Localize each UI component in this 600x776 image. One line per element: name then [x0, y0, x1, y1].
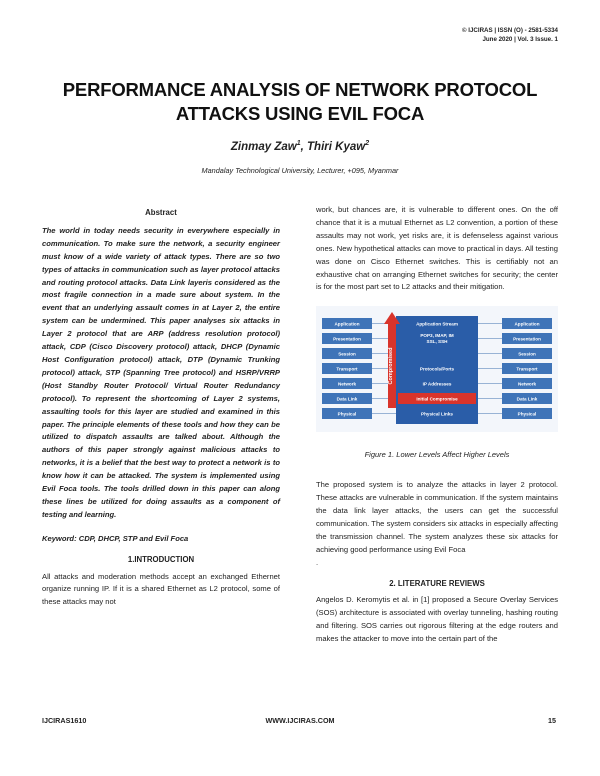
journal-header [462, 26, 558, 44]
middle-label: Application Stream [416, 321, 458, 327]
proposed-system-text: The proposed system is to analyze the attacks in layer 2 protocol. These attacks are vulnerable in communication. If the system maintains the data link layer attacks, the users can get the successful communication. The system considers six attacks in especially affecting the transmission channel. The system analyzes these six attacks for achieving good performance using Evil Foca [316, 480, 558, 554]
compromised-label: Compromised [388, 347, 394, 385]
left-column [42, 204, 280, 609]
right-layer-label: Network [517, 381, 537, 387]
middle-label: Protocols/Ports [419, 366, 455, 372]
keywords: Keyword: CDP, DHCP, STP and Evil Foca [42, 533, 189, 543]
literature-heading: 2. LITERATURE REVIEWS [389, 578, 485, 588]
left-layer-label: Presentation [333, 336, 361, 342]
right-layer-label: Session [518, 351, 536, 357]
footer-website: WWW.IJCIRAS.COM [265, 716, 335, 725]
left-layer-stack [322, 318, 372, 419]
right-layer-label: Transport [516, 366, 538, 372]
left-layer-label: Application [334, 321, 360, 327]
right-layer-stack [502, 318, 552, 419]
author-2: Thiri Kyaw [307, 140, 366, 153]
right-layer-label: Data Link [516, 396, 538, 402]
abstract-heading: Abstract [145, 208, 177, 217]
osi-layers-figure [316, 306, 558, 432]
left-layer-label: Session [338, 351, 356, 357]
right-layer-label: Physical [517, 411, 537, 417]
middle-label: IP Addresses [422, 381, 452, 387]
right-layer-label: Application [514, 321, 540, 327]
intro-continued-text: work, but chances are, it is vulnerable to different ones. On the off chance that it is a mutual Ethernet as L2 convention, a portion of these assaults may not work, yet risks are, it is defenseless against various ones. New hypothetical attacks can move to practical in days. All testing was done on Cisco Ethernet switches. This is certifiably not an exhaustive chat on arranging Ethernet switches for security; the center is for the most part set to L2 attacks and their mitigation. [316, 205, 558, 292]
right-column [316, 204, 558, 646]
footer-paper-id: IJCIRAS1610 [42, 716, 87, 725]
introduction-heading: 1.INTRODUCTION [127, 554, 195, 564]
journal-issn: © IJCIRAS | ISSN (O) - 2581-5334 [461, 27, 558, 34]
middle-label: Physical Links [421, 411, 453, 417]
right-layer-label: Presentation [513, 336, 541, 342]
left-layer-label: Transport [336, 366, 358, 372]
figure-caption: Figure 1. Lower Levels Affect Higher Levels [364, 450, 510, 460]
left-layer-label: Data Link [336, 396, 358, 402]
paper-title: PERFORMANCE ANALYSIS OF NETWORK PROTOCOL ATTACKS USING EVIL FOCA [62, 79, 538, 124]
middle-label: POP3, IMAP, IM SSL, SSH [420, 333, 454, 345]
author-1: Zinmay Zaw [230, 140, 297, 153]
middle-label: Initial Compromise [416, 396, 458, 402]
literature-text: Angelos D. Keromytis et al. in [1] proposed a Secure Overlay Services (SOS) architecture is associated with overlay tunneling, hashing routing and filtering. SOS carries out rigorous filtering at the edge routers and makes the attacker to move into the certain part of the [316, 595, 558, 644]
stray-period: . [316, 557, 319, 567]
journal-issue: June 2020 | Vol. 3 Issue. 1 [482, 36, 558, 43]
affiliation: Mandalay Technological University, Lecturer, +095, Myanmar [201, 166, 399, 175]
footer-page-number: 15 [548, 716, 556, 725]
author-1-affil: 1 [296, 140, 301, 147]
introduction-text: All attacks and moderation methods accept an exchanged Ethernet organize running IP. If it is a shared Ethernet as L2 protocol, some of these attacks may not [42, 571, 280, 607]
left-layer-label: Network [337, 381, 357, 387]
author-2-affil: 2 [365, 140, 370, 147]
authors [0, 140, 600, 153]
left-layer-label: Physical [337, 411, 357, 417]
author-separator: , [300, 140, 308, 153]
abstract-text: The world in today needs security in everywhere especially in communication. To make sure the network, a security engineer must know of a wide variety of attack types. There are so two types of attacks in communication such as layer protocol attacks and routing protocol attacks. Data Link layeris considered as the most fragile connection in a made sure about system. In the event that an underlying assault comes in at Layer 2, the entire system can be undermined. This paper analyses six attacks in Layer 2 protocol that are ARP (address resolution protocol) attack, CDP (Cisco Discovery protocol) attack, DHCP (Dynamic Host Configuration protocol) attack, DTP (Dynamic Trunking protocol) attack, STP (Spanning Tree protocol) and HSRP/VRRP (Host Standby Router Protocol/ Virtual Router Redundancy protocol). To represent the shortcoming of Layer 2 systems, assaulting tools for this layer are studied and examined in this paper. The principle elements of these tools and how they can be utilized to dispatch assaults are talked about. Although the authors of this paper strongly against malicious attacks to networks, it is a belief that the best way to protect a network is to know how it can be attacked. The system is implemented using Evil Foca tools. The tools drilled down in this paper can along these lines be utilized for doing assaults as a component of testing and learning. [42, 225, 280, 519]
